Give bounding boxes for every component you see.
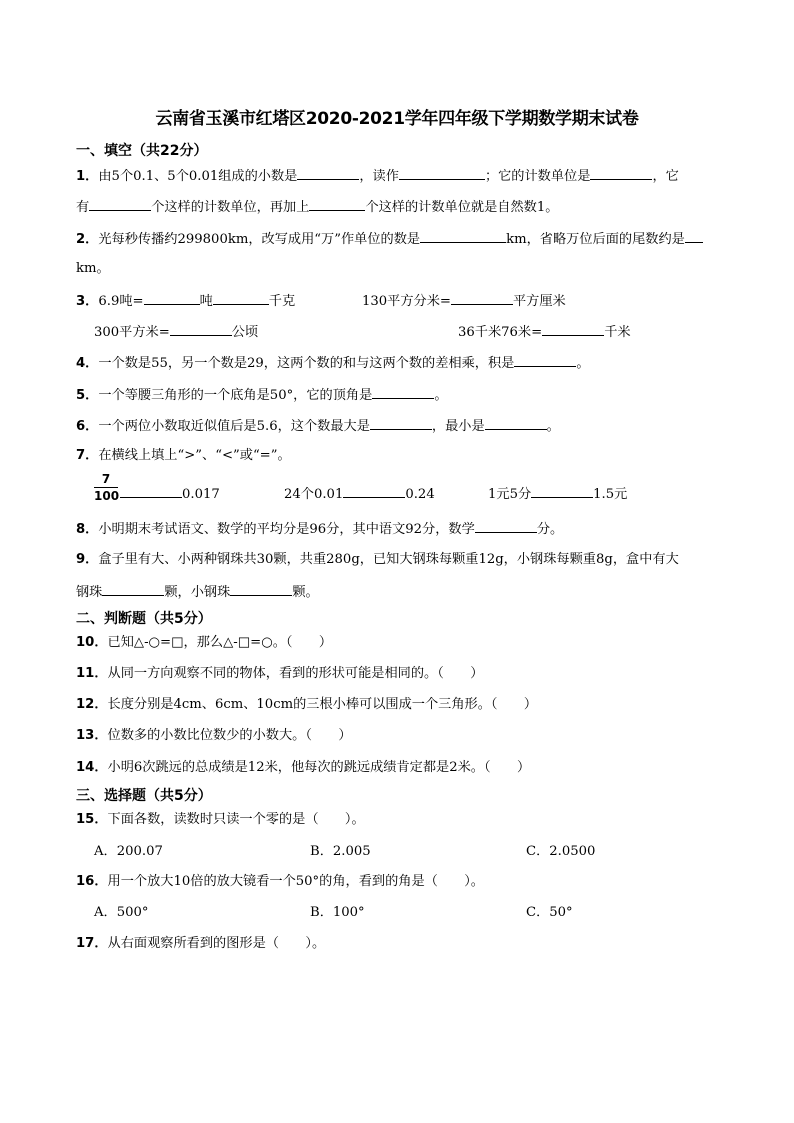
question-16: 16．用一个放大10倍的放大镜看一个50°的角，看到的角是（ ）。 [76, 874, 484, 889]
section-fill-heading: 一、填空（共22分） [76, 143, 208, 159]
question-6: 6．一个两位小数取近似值后是5.6，这个数最大是 ，最小是 。 [76, 416, 560, 436]
question-15: 15．下面各数，读数时只读一个零的是（ ）。 [76, 812, 365, 827]
question-15-option-a: A．200.07 [94, 844, 163, 859]
question-11: 11．从同一方向观察不同的物体，看到的形状可能是相同的。（ ） [76, 666, 484, 681]
question-15-option-c: C．2.0500 [526, 844, 596, 859]
question-3-part-4: 36千米76米= 千米 [458, 322, 631, 342]
question-1-line-2: 有 个这样的计数单位，再加上 个这样的计数单位就是自然数1。 [76, 197, 558, 217]
question-16-option-c: C．50° [526, 905, 573, 920]
question-13: 13．位数多的小数比位数少的小数大。（ ） [76, 728, 352, 743]
question-1-line-1: 1．由5个0.1、5个0.01组成的小数是 ，读作 ；它的计数单位是 ，它 [76, 166, 679, 186]
question-16-option-a: A．500° [94, 905, 149, 920]
question-10: 10．已知△-○=□，那么△-□=○。（ ） [76, 635, 333, 650]
question-16-option-b: B．100° [310, 905, 365, 920]
question-3-part-3: 300平方米= 公顷 [94, 322, 258, 342]
question-7-compare-1: 0.017 [120, 484, 220, 504]
question-9-line-1: 9．盒子里有大、小两种钢珠共30颗，共重280g，已知大钢珠每颗重12g，小钢珠每颗重8g，盒中有大 [76, 552, 679, 567]
question-12: 12．长度分别是4cm、6cm、10cm的三根小棒可以围成一个三角形。（ ） [76, 697, 538, 712]
question-9-line-2: 钢珠 颗，小钢珠 颗。 [76, 582, 319, 602]
fraction-7-100: 7 100 [94, 472, 120, 503]
question-5: 5．一个等腰三角形的一个底角是50°，它的顶角是 。 [76, 385, 448, 405]
question-14: 14．小明6次跳远的总成绩是12米，他每次的跳远成绩肯定都是2米。（ ） [76, 760, 531, 775]
question-15-option-b: B．2.005 [310, 844, 371, 859]
question-17: 17．从右面观察所看到的图形是（ ）。 [76, 936, 326, 951]
question-4: 4．一个数是55，另一个数是29，这两个数的和与这两个数的差相乘，积是 。 [76, 353, 590, 373]
question-7-compare-3: 1元5分 1.5元 [488, 484, 627, 504]
question-7: 7．在横线上填上“>”、“<”或“=”。 [76, 448, 291, 463]
question-3-part-2: 130平方分米= 平方厘米 [362, 291, 566, 311]
page-title: 云南省玉溪市红塔区2020-2021学年四年级下学期数学期末试卷 [155, 109, 639, 129]
section-choice-heading: 三、选择题（共5分） [76, 788, 212, 804]
question-8: 8．小明期末考试语文、数学的平均分是96分，其中语文92分，数学 分。 [76, 519, 563, 539]
question-7-compare-2: 24个0.01 0.24 [284, 484, 435, 504]
question-3-line-1: 3．6.9吨= 吨 千克 [76, 291, 295, 311]
section-judge-heading: 二、判断题（共5分） [76, 611, 212, 627]
question-2-line-1: 2．光每秒传播约299800km，改写成用“万”作单位的数是 km，省略万位后面的尾数约是 [76, 229, 703, 249]
question-2-line-2: km。 [76, 261, 110, 276]
